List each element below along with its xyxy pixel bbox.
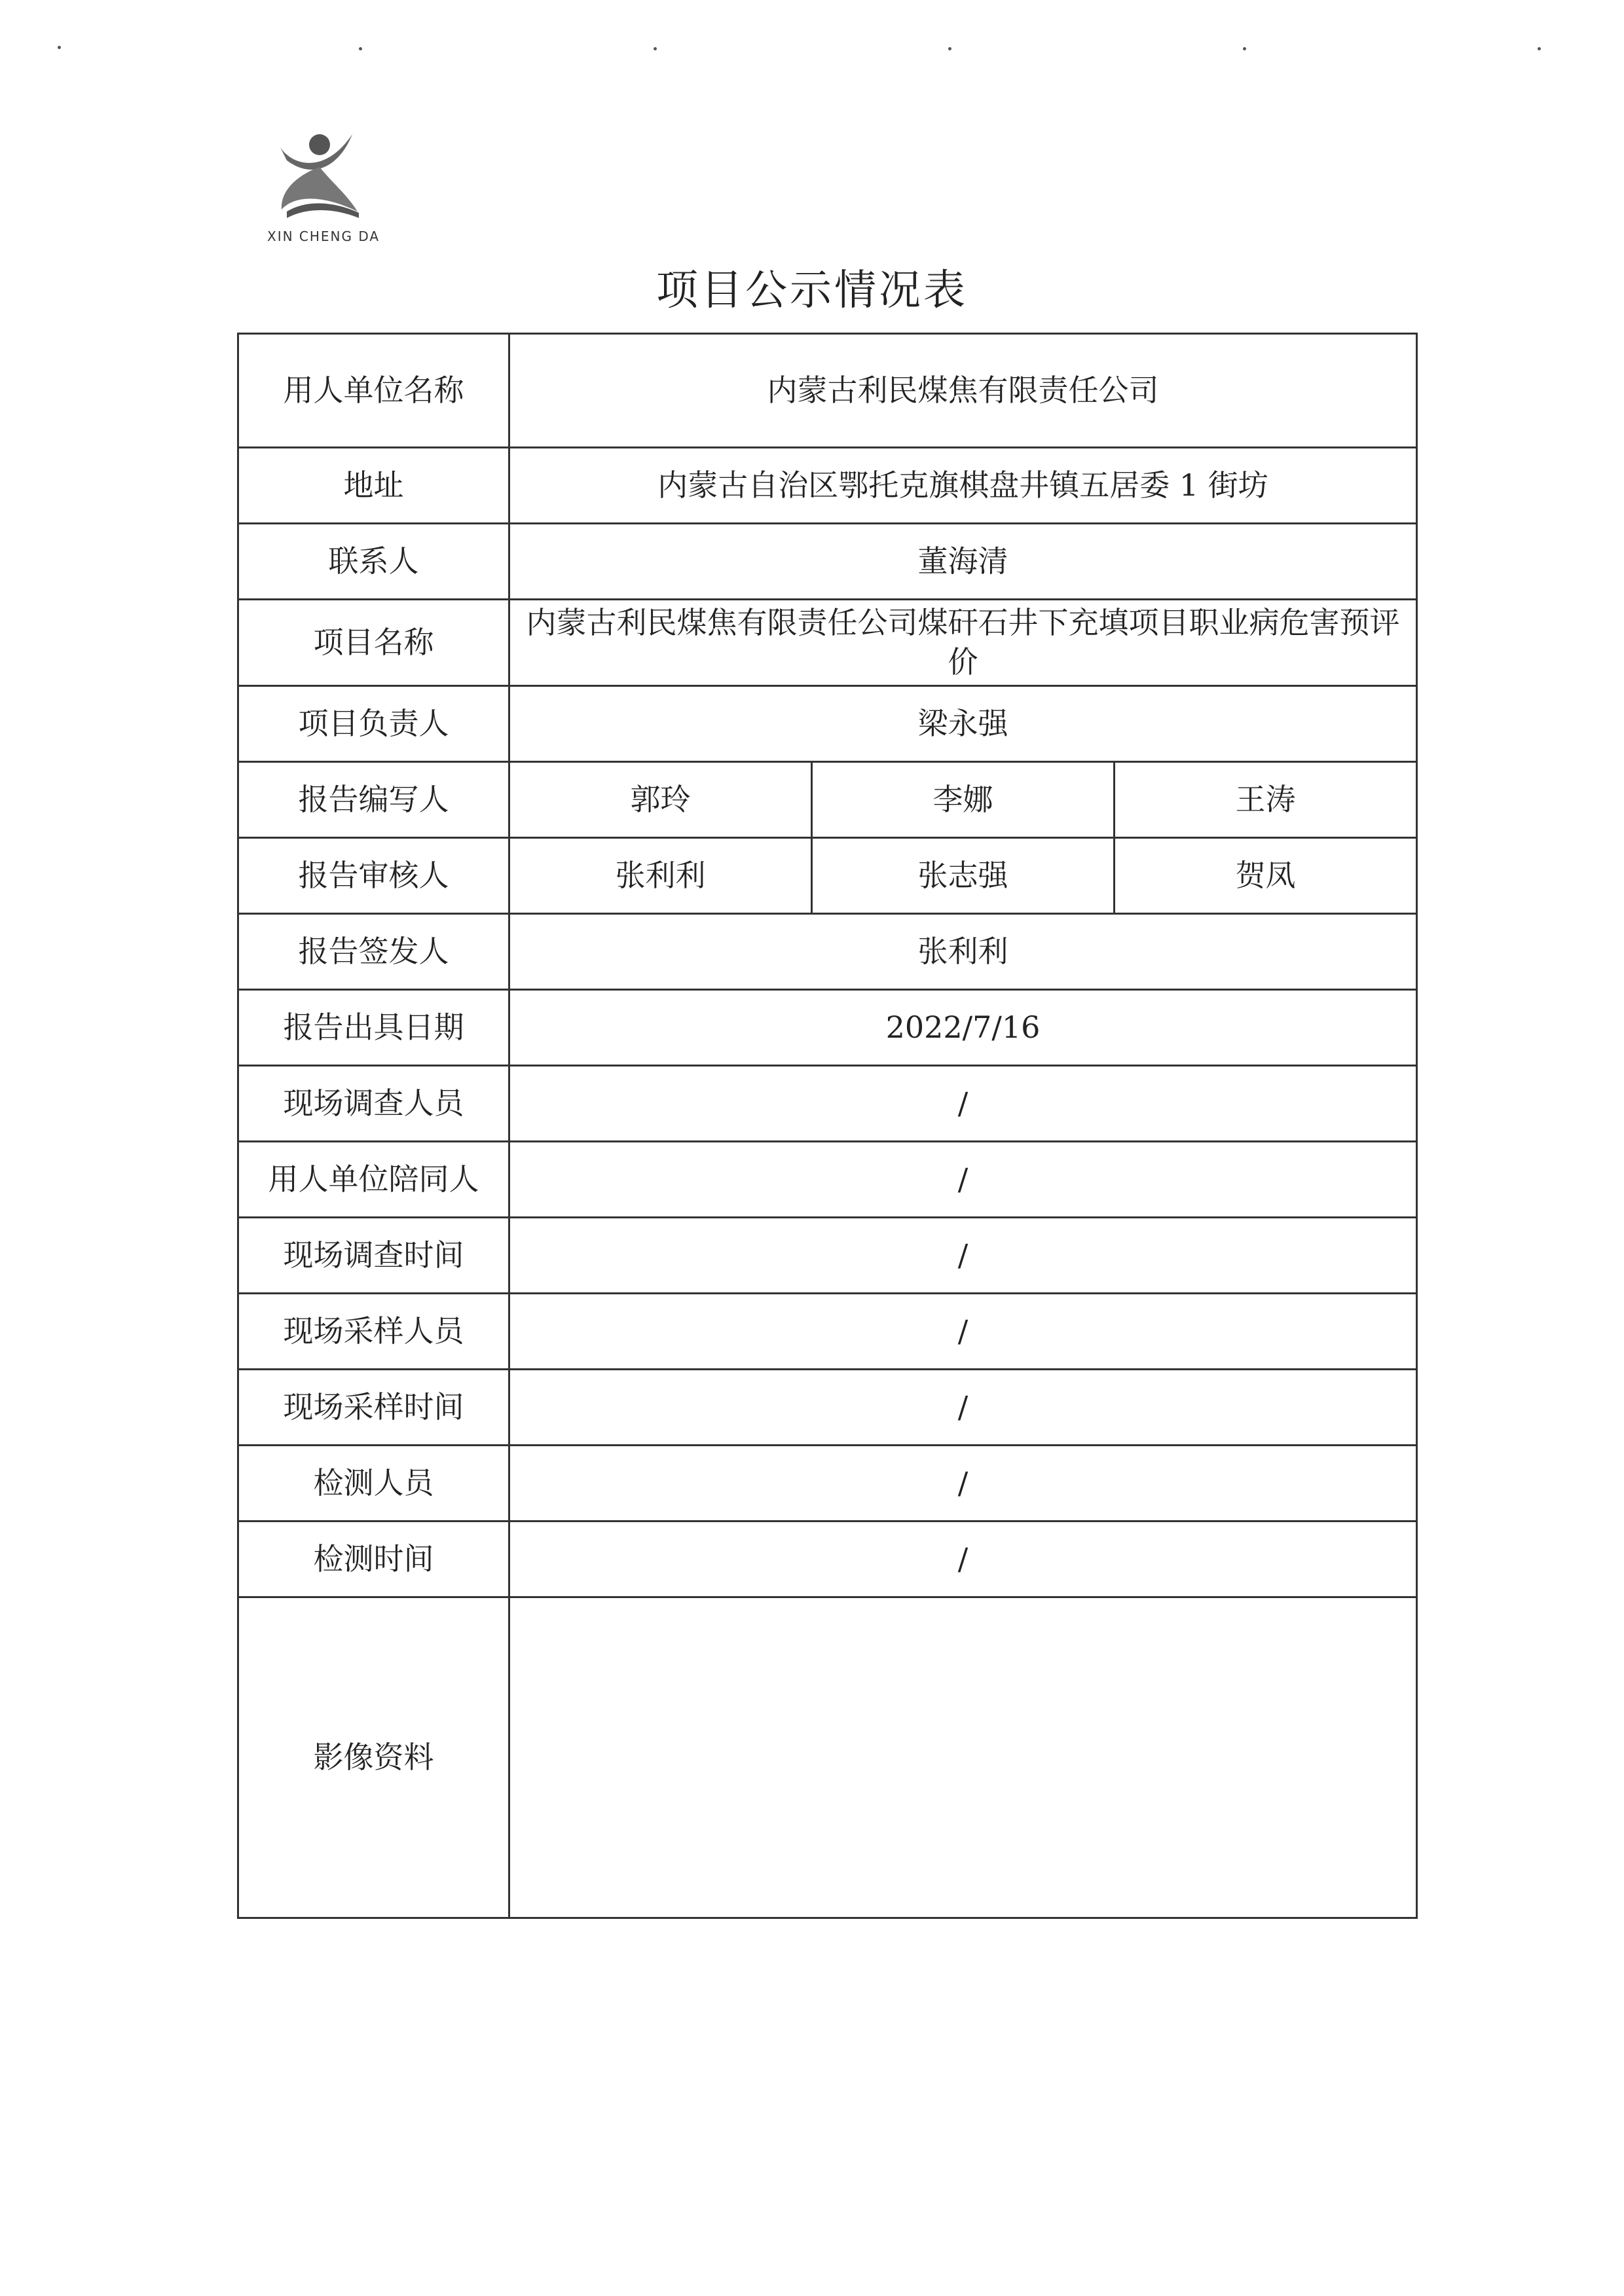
employer-value: 内蒙古利民煤焦有限责任公司 [509,334,1417,448]
scan-dot [948,47,951,50]
survey-time-label: 现场调查时间 [238,1218,509,1294]
issuer-value: 张利利 [509,914,1417,990]
accompany-value: / [509,1142,1417,1218]
testing-time-value: / [509,1522,1417,1597]
testing-time-label: 检测时间 [238,1522,509,1597]
contact-label: 联系人 [238,524,509,600]
table-row [238,1446,1417,1522]
company-logo [267,128,380,246]
employer-label: 用人单位名称 [238,334,509,448]
sampling-time-value: / [509,1370,1417,1446]
table-row [238,524,1417,600]
sampling-staff-value: / [509,1294,1417,1370]
project-info-table [237,333,1418,1919]
address-label: 地址 [238,448,509,524]
table-row [238,914,1417,990]
table-row [238,838,1417,914]
testing-staff-label: 检测人员 [238,1446,509,1522]
table-row [238,990,1417,1066]
contact-value: 董海清 [509,524,1417,600]
table-row [238,1066,1417,1142]
scan-dot [58,46,61,49]
issue-date-value: 2022/7/16 [509,990,1417,1066]
issuer-label: 报告签发人 [238,914,509,990]
table-row [238,1294,1417,1370]
table-row [238,334,1417,448]
survey-time-value: / [509,1218,1417,1294]
table-row [238,1522,1417,1597]
sampling-staff-label: 现场采样人员 [238,1294,509,1370]
table-row [238,1370,1417,1446]
media-value [509,1597,1417,1918]
authors-label: 报告编写人 [238,762,509,838]
survey-staff-value: / [509,1066,1417,1142]
author-name: 王涛 [1115,762,1417,838]
project-lead-label: 项目负责人 [238,686,509,762]
author-name: 郭玲 [509,762,812,838]
accompany-label: 用人单位陪同人 [238,1142,509,1218]
table-row [238,448,1417,524]
xin-cheng-da-logo-icon [267,128,372,226]
reviewer-name: 贺凤 [1115,838,1417,914]
author-name: 李娜 [812,762,1115,838]
survey-staff-label: 现场调查人员 [238,1066,509,1142]
testing-staff-value: / [509,1446,1417,1522]
table-row [238,686,1417,762]
scan-dot [654,47,657,50]
reviewers-label: 报告审核人 [238,838,509,914]
media-label: 影像资料 [238,1597,509,1918]
table-row [238,1142,1417,1218]
project-name-value: 内蒙古利民煤焦有限责任公司煤矸石井下充填项目职业病危害预评价 [509,600,1417,686]
table-row [238,1597,1417,1918]
table-row [238,600,1417,686]
reviewer-name: 张志强 [812,838,1115,914]
scan-dot [1538,47,1541,50]
table-row [238,762,1417,838]
issue-date-label: 报告出具日期 [238,990,509,1066]
project-name-label: 项目名称 [238,600,509,686]
scan-dot [1243,47,1246,50]
logo-text: XIN CHENG DA [267,228,380,244]
reviewer-name: 张利利 [509,838,812,914]
project-lead-value: 梁永强 [509,686,1417,762]
scan-dot [359,47,362,50]
address-value: 内蒙古自治区鄂托克旗棋盘井镇五居委 1 街坊 [509,448,1417,524]
page-title: 项目公示情况表 [656,266,968,315]
table-row [238,1218,1417,1294]
sampling-time-label: 现场采样时间 [238,1370,509,1446]
